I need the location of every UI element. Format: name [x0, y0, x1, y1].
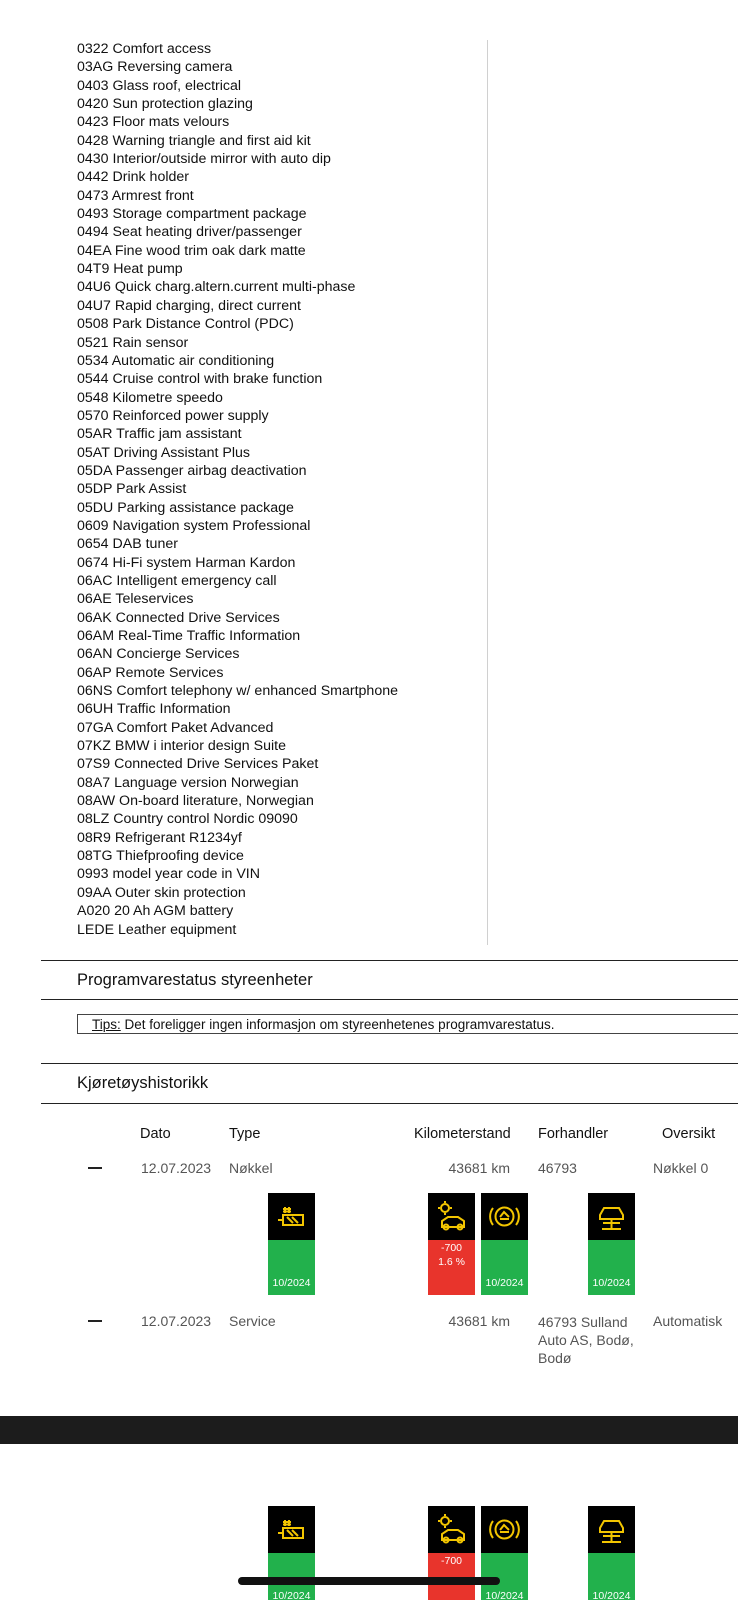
vehicle-lift-tile: [588, 1506, 635, 1600]
col-header-type: Type: [229, 1126, 261, 1142]
equipment-item: 04U7 Rapid charging, direct current: [77, 297, 301, 314]
equipment-item: 0423 Floor mats velours: [77, 114, 230, 131]
tile-date: 10/2024: [485, 1590, 524, 1600]
brake-tile: [481, 1506, 528, 1600]
engine-oil-icon: [434, 1512, 469, 1547]
equipment-item: 08A7 Language version Norwegian: [77, 774, 299, 791]
equipment-item: 0654 DAB tuner: [77, 536, 178, 553]
equipment-item: 0430 Interior/outside mirror with auto dip: [77, 151, 331, 168]
software-section-title: Programvarestatus styreenheter: [77, 971, 313, 989]
equipment-item: 08TG Thiefproofing device: [77, 848, 244, 865]
equipment-item: 0322 Comfort access: [77, 41, 212, 57]
equipment-item: 04T9 Heat pump: [77, 261, 183, 278]
equipment-item: A020 20 Ah AGM battery: [77, 903, 234, 920]
equipment-item: 08R9 Refrigerant R1234yf: [77, 829, 242, 846]
divider: [41, 1103, 738, 1104]
equipment-item: LEDE Leather equipment: [77, 921, 237, 938]
col-header-km: Kilometerstand: [414, 1126, 511, 1142]
vehicle-lift-icon: [594, 1199, 629, 1234]
equipment-item: 0493 Storage compartment package: [77, 206, 307, 223]
tile-date: 10/2024: [485, 1277, 524, 1289]
vehicle-check-tile: [268, 1506, 315, 1600]
equipment-item: 06AK Connected Drive Services: [77, 609, 280, 626]
equipment-item: 04EA Fine wood trim oak dark matte: [77, 242, 306, 259]
brake-tile: [481, 1193, 528, 1295]
equipment-item: 04U6 Quick charg.altern.current multi-phase: [77, 279, 356, 296]
collapse-row-button[interactable]: [88, 1320, 102, 1322]
equipment-item: 06AM Real-Time Traffic Information: [77, 628, 301, 644]
history-section-title: Kjøretøyshistorikk: [77, 1074, 209, 1092]
tile-date: 10/2024: [272, 1277, 311, 1289]
row-overview: Nøkkel 0: [653, 1160, 709, 1176]
row-date: 12.07.2023: [141, 1313, 212, 1329]
equipment-item: 0544 Cruise control with brake function: [77, 371, 323, 388]
brake-icon: [487, 1199, 522, 1234]
col-header-dealer: Forhandler: [538, 1126, 609, 1142]
equipment-item: 0548 Kilometre speedo: [77, 389, 223, 406]
equipment-item: 0521 Rain sensor: [77, 334, 189, 351]
oil-value: -700: [440, 1555, 462, 1567]
row-km: 43681 km: [448, 1160, 510, 1176]
row-type: Service: [229, 1313, 276, 1329]
divider: [41, 999, 738, 1000]
vehicle-check-icon: [274, 1199, 309, 1234]
equipment-item: 05AT Driving Assistant Plus: [77, 444, 250, 461]
vehicle-lift-tile: [588, 1193, 635, 1295]
equipment-item: 09AA Outer skin protection: [77, 884, 246, 901]
equipment-item: 05DA Passenger airbag deactivation: [77, 462, 307, 479]
equipment-item: 06NS Comfort telephony w/ enhanced Smartphone: [77, 683, 398, 700]
equipment-item: 08AW On-board literature, Norwegian: [77, 793, 314, 810]
engine-oil-icon: [434, 1199, 469, 1234]
equipment-item: 06UH Traffic Information: [77, 701, 231, 718]
equipment-item: 06AN Concierge Services: [77, 646, 240, 663]
divider: [41, 1063, 738, 1064]
collapse-row-button[interactable]: [88, 1167, 102, 1169]
equipment-item: 0534 Automatic air conditioning: [77, 352, 275, 369]
row-type: Nøkkel: [229, 1160, 273, 1176]
equipment-item: 0428 Warning triangle and first aid kit: [77, 132, 311, 149]
row-overview: Automatisk: [653, 1313, 723, 1329]
column-divider: [487, 40, 488, 945]
equipment-item: 0674 Hi-Fi system Harman Kardon: [77, 554, 296, 571]
equipment-item: 0442 Drink holder: [77, 169, 189, 186]
row-date: 12.07.2023: [141, 1160, 212, 1176]
row-km: 43681 km: [448, 1313, 510, 1329]
oil-percent: 1.6 %: [438, 1256, 465, 1268]
equipment-item: 0570 Reinforced power supply: [77, 407, 269, 424]
divider: [41, 960, 738, 961]
oil-value: -700: [440, 1242, 462, 1254]
equipment-item: 07KZ BMW i interior design Suite: [77, 738, 286, 755]
equipment-item: 06AP Remote Services: [77, 664, 224, 681]
divider-bar: [0, 1416, 738, 1444]
equipment-item: 05DU Parking assistance package: [77, 499, 294, 516]
equipment-item: 08LZ Country control Nordic 09090: [77, 811, 298, 828]
engine-oil-tile: [428, 1193, 475, 1295]
equipment-item: 0609 Navigation system Professional: [77, 517, 311, 534]
tips-text: Det foreligger ingen informasjon om styreenhetenes programvarestatus.: [120, 1017, 555, 1032]
tile-date: 10/2024: [272, 1590, 311, 1600]
col-header-overview: Oversikt: [662, 1126, 716, 1142]
brake-icon: [487, 1512, 522, 1547]
equipment-item: 05AR Traffic jam assistant: [77, 426, 242, 443]
equipment-item: 07GA Comfort Paket Advanced: [77, 719, 274, 736]
tile-date: 10/2024: [592, 1590, 631, 1600]
equipment-item: 05DP Park Assist: [77, 481, 187, 498]
engine-oil-tile: [428, 1506, 475, 1600]
equipment-item: 03AG Reversing camera: [77, 59, 233, 76]
equipment-item: 07S9 Connected Drive Services Paket: [77, 756, 319, 773]
equipment-item: 0473 Armrest front: [77, 187, 194, 204]
equipment-item: 06AC Intelligent emergency call: [77, 572, 277, 589]
col-header-date: Dato: [140, 1126, 171, 1142]
equipment-item: 0420 Sun protection glazing: [77, 96, 253, 113]
row-dealer: 46793 Sulland Auto AS, Bodø, Bodø: [538, 1314, 634, 1366]
vehicle-check-icon: [274, 1512, 309, 1547]
row-dealer: 46793: [538, 1160, 577, 1176]
equipment-list: [77, 40, 487, 939]
vehicle-lift-icon: [594, 1512, 629, 1547]
equipment-item: 0403 Glass roof, electrical: [77, 77, 242, 94]
tips-label: Tips:: [92, 1017, 121, 1032]
tile-date: 10/2024: [592, 1277, 631, 1289]
vehicle-check-tile: [268, 1193, 315, 1295]
equipment-item: 0508 Park Distance Control (PDC): [77, 316, 294, 333]
equipment-item: 06AE Teleservices: [77, 591, 194, 608]
equipment-item: 0993 model year code in VIN: [77, 866, 260, 883]
tips-box: [77, 1014, 738, 1034]
equipment-item: 0494 Seat heating driver/passenger: [77, 224, 302, 241]
home-indicator[interactable]: [238, 1577, 500, 1585]
